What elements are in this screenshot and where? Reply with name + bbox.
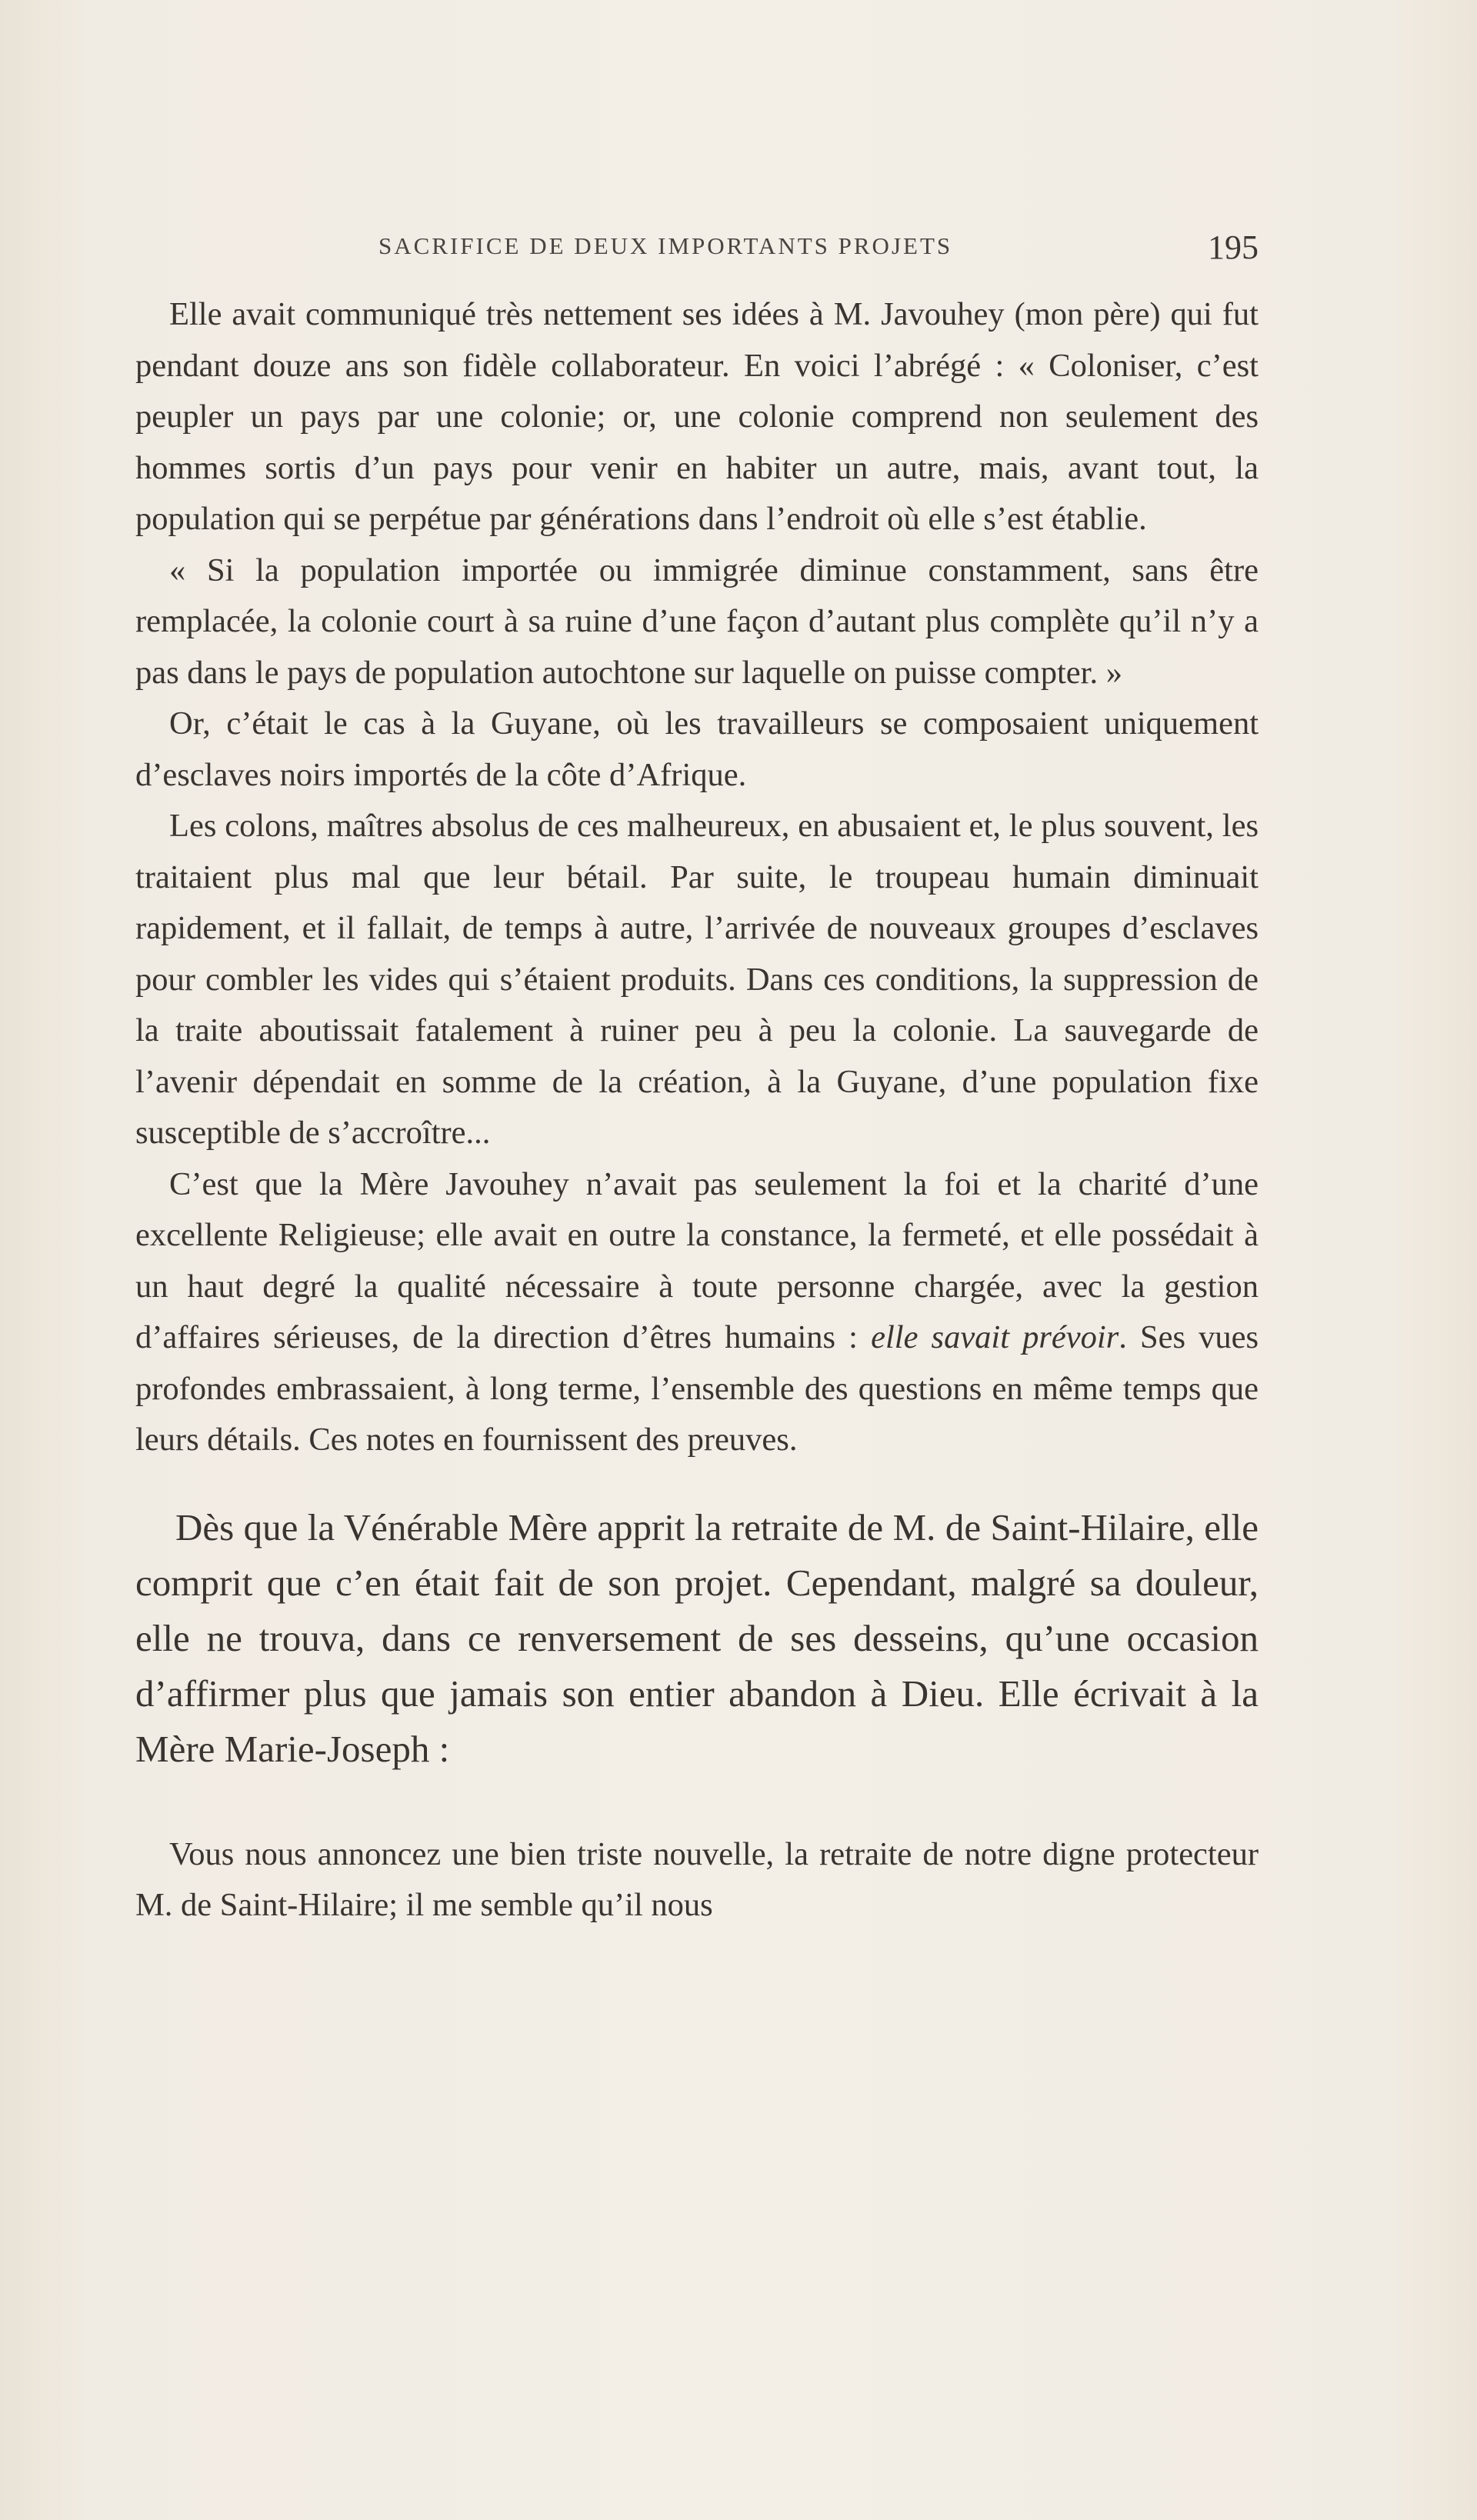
paragraph-3: Or, c’était le cas à la Guyane, où les travailleurs se composaient uniquement d’esclaves noirs importés de la côte d’Afrique. [135,705,1259,793]
page-number: 195 [1208,228,1259,266]
paragraph-5-text-before: C’est que la Mère Javouhey n’avait pas seulement la foi et la charité d’une excellente Religieuse; elle avait en outre la constance, la fermeté, et elle possédait à un haut degré la qualité nécessaire à toute personne chargée, avec la gestion d’affaires sérieuses, de la direction d’êtres humains : [135,1165,1259,1355]
paragraph-5 [135,1159,1259,1466]
paragraph-5-italic: elle savait prévoir [871,1319,1119,1355]
running-title: SACRIFICE DE DEUX IMPORTANTS PROJETS [378,232,953,259]
letter-section [135,1829,1259,1932]
paragraph-2: « Si la population importée ou immigrée diminue constamment, sans être remplacée, la colonie court à sa ruine d’une façon d’autant plus complète qu’il n’y a pas dans le pays de population autochtone sur laquelle on puisse compter. » [135,552,1259,691]
narrative-section [135,1500,1259,1777]
commentary-section [135,289,1259,1466]
narrative-paragraph: Dès que la Vénérable Mère apprit la retraite de M. de Saint-Hilaire, elle comprit que c’en était fait de son projet. Cependant, malgré sa douleur, elle ne trouva, dans ce renversement de ses desseins, qu’une occasion d’affirmer plus que jamais son entier abandon à Dieu. Elle écrivait à la Mère Marie-Joseph : [135,1505,1259,1770]
letter-paragraph: Vous nous annoncez une bien triste nouvelle, la retraite de notre digne protecteur M. de Saint-Hilaire; il me semble qu’il nous [135,1835,1259,1923]
paragraph-5-text-after: . Ses vues profondes embrassaient, à long terme, l’ensemble des questions en même temps que leurs détails. Ces notes en fournissent des preuves. [135,1319,1259,1458]
paragraph-4: Les colons, maîtres absolus de ces malheureux, en abusaient et, le plus souvent, les traitaient plus mal que leur bétail. Par suite, le troupeau humain diminuait rapidement, et il fallait, de temps à autre, l’arrivée de nouveaux groupes d’esclaves pour combler les vides qui s’étaient produits. Dans ces conditions, la suppression de la traite aboutissait fatalement à ruiner peu à peu la colonie. La sauvegarde de l’avenir dépendait en somme de la création, à la Guyane, d’une population fixe susceptible de s’accroître... [135,808,1259,1151]
paragraph-1: Elle avait communiqué très nettement ses idées à M. Javouhey (mon père) qui fut pendant douze ans son fidèle collaborateur. En voici l’abrégé : « Coloniser, c’est peupler un pays par une colonie; or, une colonie comprend non seulement des hommes sortis d’un pays pour venir en habiter un autre, mais, avant tout, la population qui se perpétue par générations dans l’endroit où elle s’est établie. [135,296,1259,537]
page-header [135,228,1259,266]
page-content [135,289,1259,1932]
